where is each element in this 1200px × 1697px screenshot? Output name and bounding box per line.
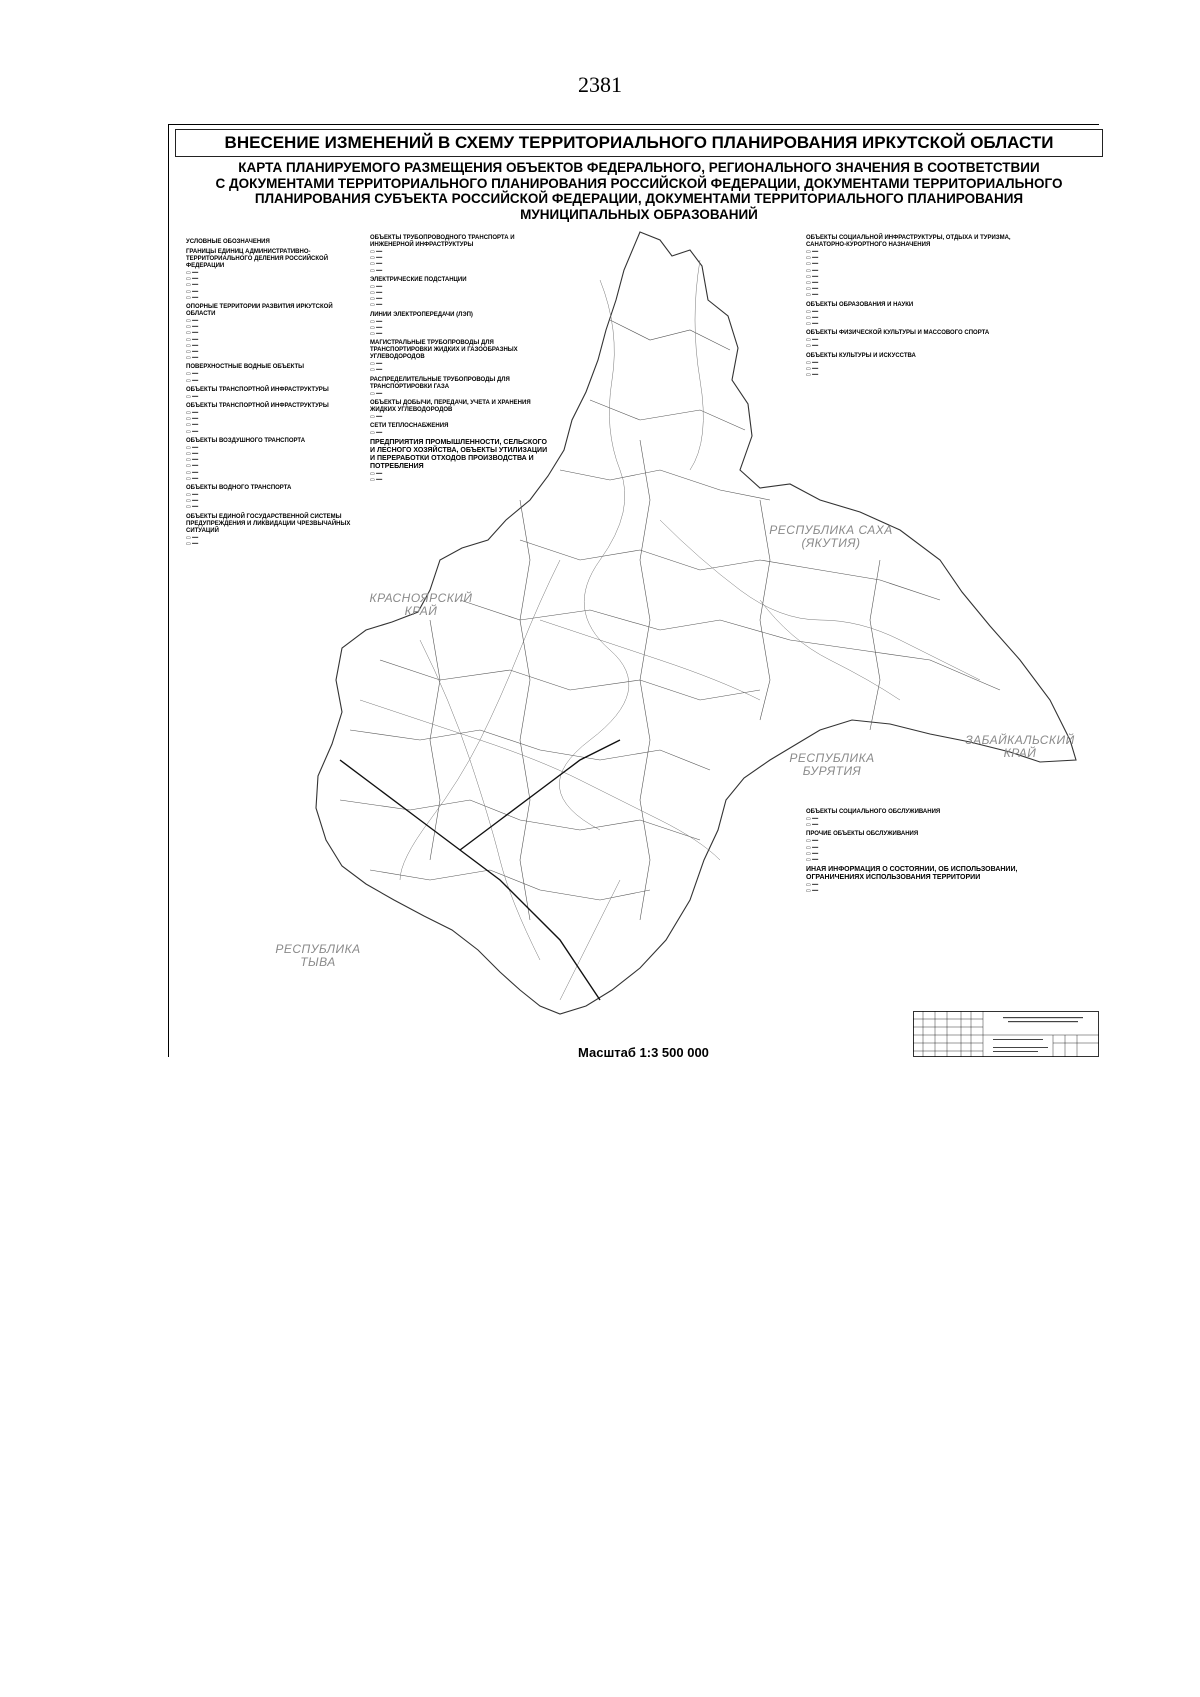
legend-section-title: ОБЪЕКТЫ СОЦИАЛЬНОЙ ИНФРАСТРУКТУРЫ, ОТДЫХА И ТУРИЗМА, САНАТОРНО-КУРОРТНОГО НАЗНАЧЕНИЯ bbox=[806, 235, 1011, 248]
legend-item bbox=[370, 302, 550, 308]
subtitle-line: ПЛАНИРОВАНИЯ СУБЪЕКТА РОССИЙСКОЙ ФЕДЕРАЦИИ, ДОКУМЕНТАМИ ТЕРРИТОРИАЛЬНОГО ПЛАНИРОВАНИЯ bbox=[254, 191, 1024, 206]
page-number: 2381 bbox=[578, 72, 622, 97]
region-label-line: РЕСПУБЛИКА bbox=[789, 751, 875, 765]
map-title: ВНЕСЕНИЕ ИЗМЕНЕНИЙ В СХЕМУ ТЕРРИТОРИАЛЬНОГО ПЛАНИРОВАНИЯ ИРКУТСКОЙ ОБЛАСТИ bbox=[175, 129, 1103, 157]
legend-section-title: ОБЪЕКТЫ ФИЗИЧЕСКОЙ КУЛЬТУРЫ И МАССОВОГО СПОРТА bbox=[806, 330, 990, 337]
legend-item bbox=[806, 372, 1016, 378]
legend-section-title: ПОВЕРХНОСТНЫЕ ВОДНЫЕ ОБЪЕКТЫ bbox=[186, 364, 305, 371]
legend-section-title: ГРАНИЦЫ ЕДИНИЦ АДМИНИСТРАТИВНО-ТЕРРИТОРИАЛЬНОГО ДЕЛЕНИЯ РОССИЙСКОЙ ФЕДЕРАЦИИ bbox=[186, 249, 329, 269]
legend-section-title: ЭЛЕКТРИЧЕСКИЕ ПОДСТАНЦИИ bbox=[370, 276, 467, 283]
legend-section-title: ОБЪЕКТЫ ВОЗДУШНОГО ТРАНСПОРТА bbox=[186, 437, 306, 444]
legend-section-title: ОБЪЕКТЫ ТРАНСПОРТНОЙ ИНФРАСТРУКТУРЫ bbox=[186, 403, 329, 410]
legend-section-title: МАГИСТРАЛЬНЫЕ ТРУБОПРОВОДЫ ДЛЯ ТРАНСПОРТИРОВКИ ЖИДКИХ И ГАЗООБРАЗНЫХ УГЛЕВОДОРОДОВ bbox=[370, 340, 518, 361]
legend-middle bbox=[370, 232, 550, 484]
legend-item bbox=[370, 430, 550, 436]
legend-item bbox=[186, 429, 356, 435]
legend-item bbox=[186, 295, 356, 301]
legend-item bbox=[370, 391, 550, 397]
legend-item bbox=[186, 355, 356, 361]
legend-section-title: ОПОРНЫЕ ТЕРРИТОРИИ РАЗВИТИЯ ИРКУТСКОЙ ОБЛАСТИ bbox=[186, 304, 333, 318]
map-scale: Масштаб 1:3 500 000 bbox=[578, 1045, 709, 1060]
region-label-line: РЕСПУБЛИКА САХА bbox=[769, 523, 893, 537]
region-label-line: КРАЙ bbox=[1003, 746, 1037, 760]
legend-item bbox=[370, 331, 550, 337]
subtitle-line: КАРТА ПЛАНИРУЕМОГО РАЗМЕЩЕНИЯ ОБЪЕКТОВ ФЕДЕРАЛЬНОГО, РЕГИОНАЛЬНОГО ЗНАЧЕНИЯ В СООТВЕТСТВИИ bbox=[238, 160, 1040, 175]
legend-item bbox=[370, 367, 550, 373]
legend-item bbox=[806, 857, 1026, 863]
region-label-buryatia bbox=[782, 752, 882, 778]
legend-section-title: ОБЪЕКТЫ СОЦИАЛЬНОГО ОБСЛУЖИВАНИЯ bbox=[806, 809, 941, 815]
legend-section-title: ОБЪЕКТЫ ОБРАЗОВАНИЯ И НАУКИ bbox=[806, 301, 914, 308]
subtitle-line: МУНИЦИПАЛЬНЫХ ОБРАЗОВАНИЙ bbox=[520, 206, 758, 222]
legend-section-title: ОБЪЕКТЫ ТРУБОПРОВОДНОГО ТРАНСПОРТА И ИНЖЕНЕРНОЙ ИНФРАСТРУКТУРЫ bbox=[370, 235, 515, 248]
legend-section-title: ОБЪЕКТЫ ТРАНСПОРТНОЙ ИНФРАСТРУКТУРЫ bbox=[186, 386, 329, 393]
region-label-line: ЗАБАЙКАЛЬСКИЙ bbox=[965, 733, 1075, 747]
legend-item bbox=[806, 321, 1016, 327]
legend-item bbox=[186, 504, 356, 510]
legend-section-title: ПРЕДПРИЯТИЯ ПРОМЫШЛЕННОСТИ, СЕЛЬСКОГО И ЛЕСНОГО ХОЗЯЙСТВА, ОБЪЕКТЫ УТИЛИЗАЦИИ И ПЕРЕРАБОТКИ ОТХОДОВ ПРОИЗВОДСТВА И ПОТРЕБЛЕНИЯ bbox=[370, 439, 548, 471]
region-label-line: ТЫВА bbox=[300, 955, 336, 969]
legend-item bbox=[186, 394, 356, 400]
legend-section-title: ОБЪЕКТЫ ЕДИНОЙ ГОСУДАРСТВЕННОЙ СИСТЕМЫ ПРЕДУПРЕЖДЕНИЯ И ЛИКВИДАЦИИ ЧРЕЗВЫЧАЙНЫХ СИТУАЦИЙ bbox=[186, 513, 351, 534]
region-label-line: БУРЯТИЯ bbox=[802, 764, 862, 778]
legend-item bbox=[370, 414, 550, 420]
legend-section-title: ПРОЧИЕ ОБЪЕКТЫ ОБСЛУЖИВАНИЯ bbox=[806, 831, 919, 838]
legend-section-title: ЛИНИИ ЭЛЕКТРОПЕРЕДАЧИ (ЛЭП) bbox=[370, 311, 473, 318]
region-label-sakha bbox=[756, 524, 906, 550]
legend-section-title: СЕТИ ТЕПЛОСНАБЖЕНИЯ bbox=[370, 423, 449, 430]
legend-item bbox=[806, 822, 1026, 828]
title-block-stamp bbox=[913, 1011, 1099, 1057]
legend-item bbox=[186, 476, 356, 482]
region-label-krasnoyarsk bbox=[366, 592, 476, 618]
region-label-line: (ЯКУТИЯ) bbox=[801, 536, 861, 550]
region-label-tyva bbox=[268, 943, 368, 969]
map-subtitle bbox=[175, 160, 1103, 222]
subtitle-line: С ДОКУМЕНТАМИ ТЕРРИТОРИАЛЬНОГО ПЛАНИРОВАНИЯ РОССИЙСКОЙ ФЕДЕРАЦИИ, ДОКУМЕНТАМИ ТЕРРИТОРИАЛЬНОГО bbox=[215, 175, 1063, 191]
legend-heading: УСЛОВНЫЕ ОБОЗНАЧЕНИЯ bbox=[186, 239, 270, 245]
region-label-zabaikalsky bbox=[960, 734, 1080, 760]
region-label-line: РЕСПУБЛИКА bbox=[275, 942, 361, 956]
legend-item bbox=[370, 477, 550, 483]
legend-item bbox=[806, 292, 1016, 298]
legend-section-title: РАСПРЕДЕЛИТЕЛЬНЫЕ ТРУБОПРОВОДЫ ДЛЯ ТРАНСПОРТИРОВКИ ГАЗА bbox=[370, 376, 510, 390]
legend-section-title: ОБЪЕКТЫ ВОДНОГО ТРАНСПОРТА bbox=[186, 485, 292, 492]
region-label-line: КРАСНОЯРСКИЙ bbox=[369, 591, 473, 605]
legend-item bbox=[370, 268, 550, 274]
legend-section-title: ОБЪЕКТЫ КУЛЬТУРЫ И ИСКУССТВА bbox=[806, 352, 916, 359]
legend-right bbox=[806, 232, 1016, 378]
legend-left bbox=[186, 236, 356, 547]
legend-item bbox=[806, 888, 1026, 894]
legend-item bbox=[806, 343, 1016, 349]
legend-item bbox=[186, 541, 356, 547]
region-label-line: КРАЙ bbox=[404, 604, 438, 618]
legend-bottom-right bbox=[806, 806, 1026, 895]
legend-section-title: ОБЪЕКТЫ ДОБЫЧИ, ПЕРЕДАЧИ, УЧЕТА И ХРАНЕНИЯ ЖИДКИХ УГЛЕВОДОРОДОВ bbox=[370, 399, 531, 413]
legend-item bbox=[186, 378, 356, 384]
legend-section-title: ИНАЯ ИНФОРМАЦИЯ О СОСТОЯНИИ, ОБ ИСПОЛЬЗОВАНИИ, ОГРАНИЧЕНИЯХ ИСПОЛЬЗОВАНИЯ ТЕРРИТОРИИ bbox=[806, 866, 1018, 882]
